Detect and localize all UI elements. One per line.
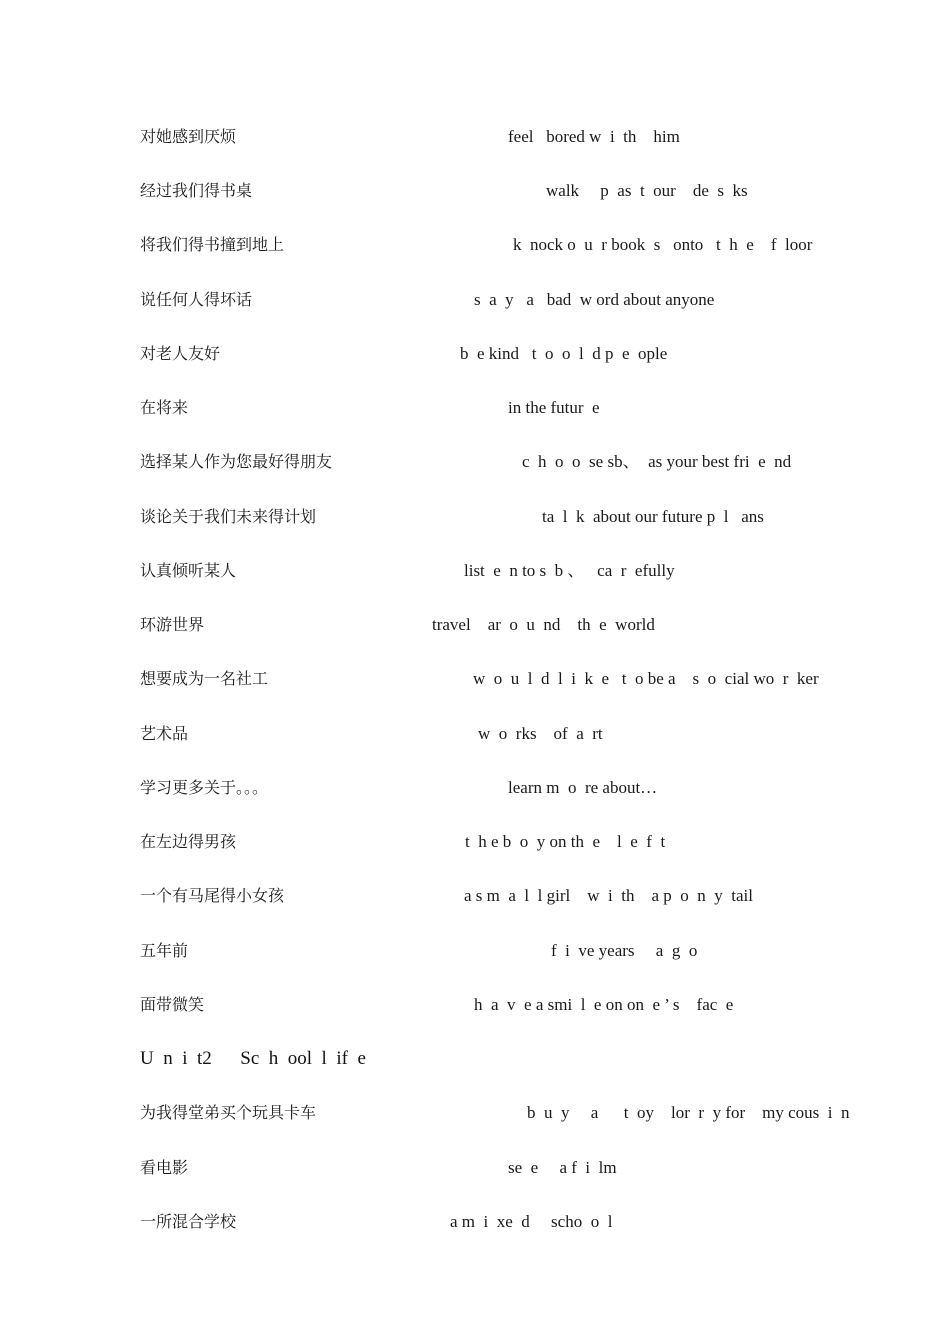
vocab-row — [0, 1098, 950, 1128]
vocab-row — [0, 556, 950, 586]
english-phrase: t h e b o y on th e l e f t — [465, 832, 666, 851]
english-phrase: w o u l d l i k e t o be a s o cial wo r ker — [473, 669, 819, 688]
english-phrase: in the futur e — [508, 398, 600, 417]
vocab-row — [0, 936, 950, 966]
english-phrase: learn m o re about… — [508, 778, 658, 797]
english-phrase: list e n to s b 、 ca r efully — [464, 561, 675, 580]
vocab-row — [0, 393, 950, 423]
chinese-phrase: 对老人友好 — [140, 344, 221, 363]
english-phrase: feel bored w i th him — [508, 127, 680, 146]
vocab-row — [0, 773, 950, 803]
english-phrase: h a v e a smi l e on on e ’ s fac e — [474, 995, 734, 1014]
vocab-row — [0, 230, 950, 260]
vocab-row — [0, 664, 950, 694]
vocab-row — [0, 610, 950, 640]
vocab-row — [0, 1207, 950, 1237]
vocab-row — [0, 285, 950, 315]
chinese-phrase: 谈论关于我们未来得计划 — [140, 507, 317, 526]
english-phrase: b u y a t oy lor r y for my cous i n — [527, 1103, 850, 1122]
vocab-row — [0, 1153, 950, 1183]
english-phrase: k nock o u r book s onto t h e f loor — [513, 235, 813, 254]
vocab-row — [0, 881, 950, 911]
chinese-phrase: 看电影 — [140, 1158, 189, 1177]
chinese-phrase: 一个有马尾得小女孩 — [140, 886, 285, 905]
chinese-phrase: 说任何人得坏话 — [140, 290, 253, 309]
vocab-row — [0, 502, 950, 532]
english-phrase: c h o o se sb、 as your best fri e nd — [522, 452, 792, 471]
english-phrase: se e a f i lm — [508, 1158, 617, 1177]
vocab-row — [0, 827, 950, 857]
chinese-phrase: 学习更多关于。。。 — [140, 778, 269, 797]
english-phrase: a m i xe d scho o l — [450, 1212, 613, 1231]
chinese-phrase: 为我得堂弟买个玩具卡车 — [140, 1103, 317, 1122]
chinese-phrase: 选择某人作为您最好得朋友 — [140, 452, 333, 471]
chinese-phrase: 经过我们得书桌 — [140, 181, 253, 200]
english-phrase: travel ar o u nd th e world — [432, 615, 655, 634]
chinese-phrase: 一所混合学校 — [140, 1212, 237, 1231]
chinese-phrase: 在左边得男孩 — [140, 832, 237, 851]
english-phrase: w o rks of a rt — [478, 724, 603, 743]
vocab-row — [0, 719, 950, 749]
english-phrase: walk p as t our de s ks — [546, 181, 748, 200]
chinese-phrase: 将我们得书撞到地上 — [140, 235, 285, 254]
english-phrase: a s m a l l girl w i th a p o n y tail — [464, 886, 753, 905]
chinese-phrase: 环游世界 — [140, 615, 205, 634]
vocab-row — [0, 176, 950, 206]
english-phrase: f i ve years a g o — [551, 941, 698, 960]
english-phrase: ta l k about our future p l ans — [542, 507, 764, 526]
chinese-phrase: 面带微笑 — [140, 995, 205, 1014]
vocab-row — [0, 339, 950, 369]
unit-heading: U n i t2 Sc h ool l if e — [140, 1048, 366, 1069]
vocab-row — [0, 990, 950, 1020]
chinese-phrase: 想要成为一名社工 — [140, 669, 269, 688]
chinese-phrase: 认真倾听某人 — [140, 561, 237, 580]
section-heading-row — [0, 1044, 950, 1074]
chinese-phrase: 艺术品 — [140, 724, 189, 743]
english-phrase: s a y a bad w ord about anyone — [474, 290, 715, 309]
vocab-row — [0, 447, 950, 477]
chinese-phrase: 在将来 — [140, 398, 189, 417]
english-phrase: b e kind t o o l d p e ople — [460, 344, 668, 363]
chinese-phrase: 五年前 — [140, 941, 189, 960]
chinese-phrase: 对她感到厌烦 — [140, 127, 237, 146]
vocab-row — [0, 122, 950, 152]
